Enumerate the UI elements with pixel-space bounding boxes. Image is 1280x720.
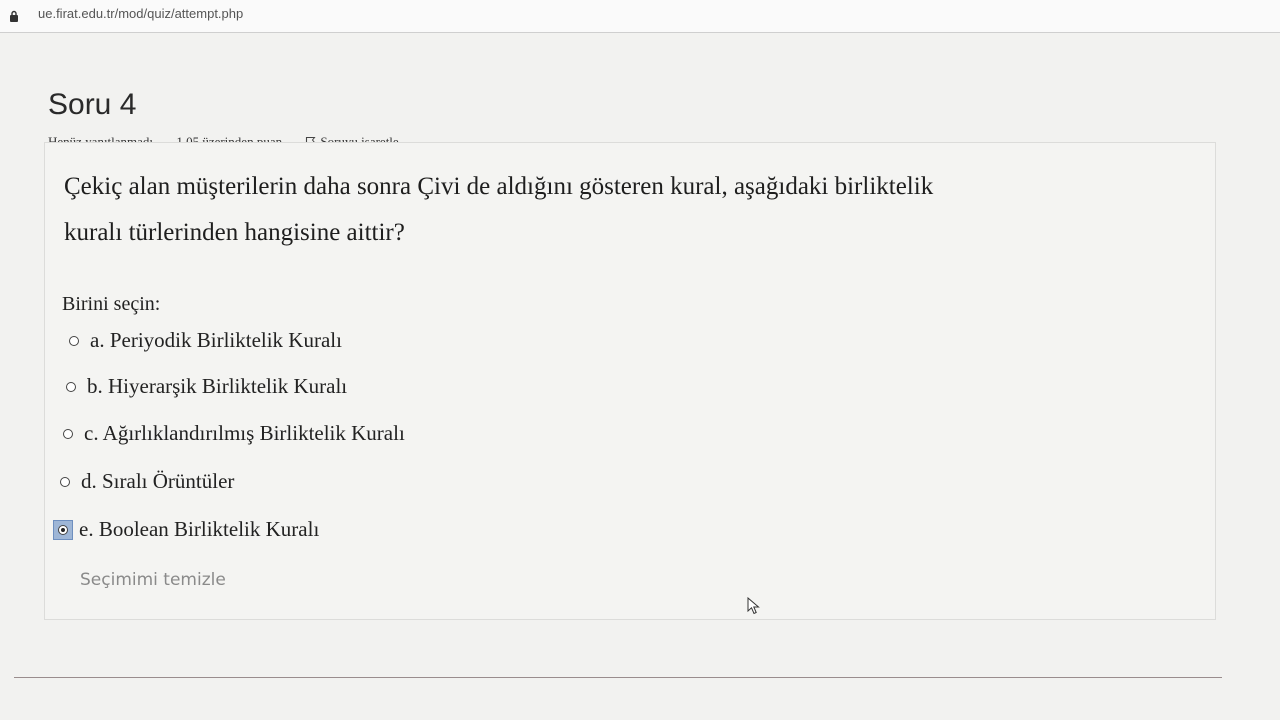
clear-selection-link[interactable]: Seçimimi temizle <box>80 570 226 590</box>
question-text <box>64 164 1144 256</box>
option-b[interactable] <box>61 374 347 399</box>
question-text-line-1: Çekiç alan müşterilerin daha sonra Çivi de aldığını gösteren kural, aşağıdaki birliktelik <box>64 173 934 200</box>
radio-button-d[interactable] <box>60 477 70 487</box>
radio-button-e-selected[interactable] <box>58 525 68 535</box>
option-e-radio-wrap[interactable] <box>53 520 73 540</box>
page-divider <box>14 677 1222 678</box>
option-b-radio-wrap[interactable] <box>61 377 81 397</box>
option-d[interactable] <box>55 469 234 494</box>
option-c[interactable] <box>58 421 405 446</box>
option-a-label[interactable]: a. Periyodik Birliktelik Kuralı <box>90 328 342 352</box>
option-e-label[interactable]: e. Boolean Birliktelik Kuralı <box>79 517 320 541</box>
question-text-line-2: kuralı türlerinden hangisine aittir? <box>64 219 405 246</box>
mouse-cursor-icon <box>747 597 761 615</box>
lock-icon <box>8 10 20 22</box>
radio-button-b[interactable] <box>66 382 76 392</box>
radio-button-a[interactable] <box>69 336 79 346</box>
answer-prompt: Birini seçin: <box>62 293 161 315</box>
browser-address-bar[interactable] <box>0 0 1280 33</box>
option-c-radio-wrap[interactable] <box>58 424 78 444</box>
option-b-label[interactable]: b. Hiyerarşik Birliktelik Kuralı <box>87 374 348 398</box>
option-d-label[interactable]: d. Sıralı Örüntüler <box>81 469 235 493</box>
option-e[interactable] <box>53 517 319 542</box>
question-title: Soru 4 <box>48 88 137 121</box>
radio-button-c[interactable] <box>63 429 73 439</box>
option-d-radio-wrap[interactable] <box>55 472 75 492</box>
option-a[interactable] <box>64 328 342 353</box>
option-c-label[interactable]: c. Ağırlıklandırılmış Birliktelik Kuralı <box>84 421 405 445</box>
url-text[interactable]: ue.firat.edu.tr/mod/quiz/attempt.php <box>38 6 244 21</box>
option-a-radio-wrap[interactable] <box>64 331 84 351</box>
